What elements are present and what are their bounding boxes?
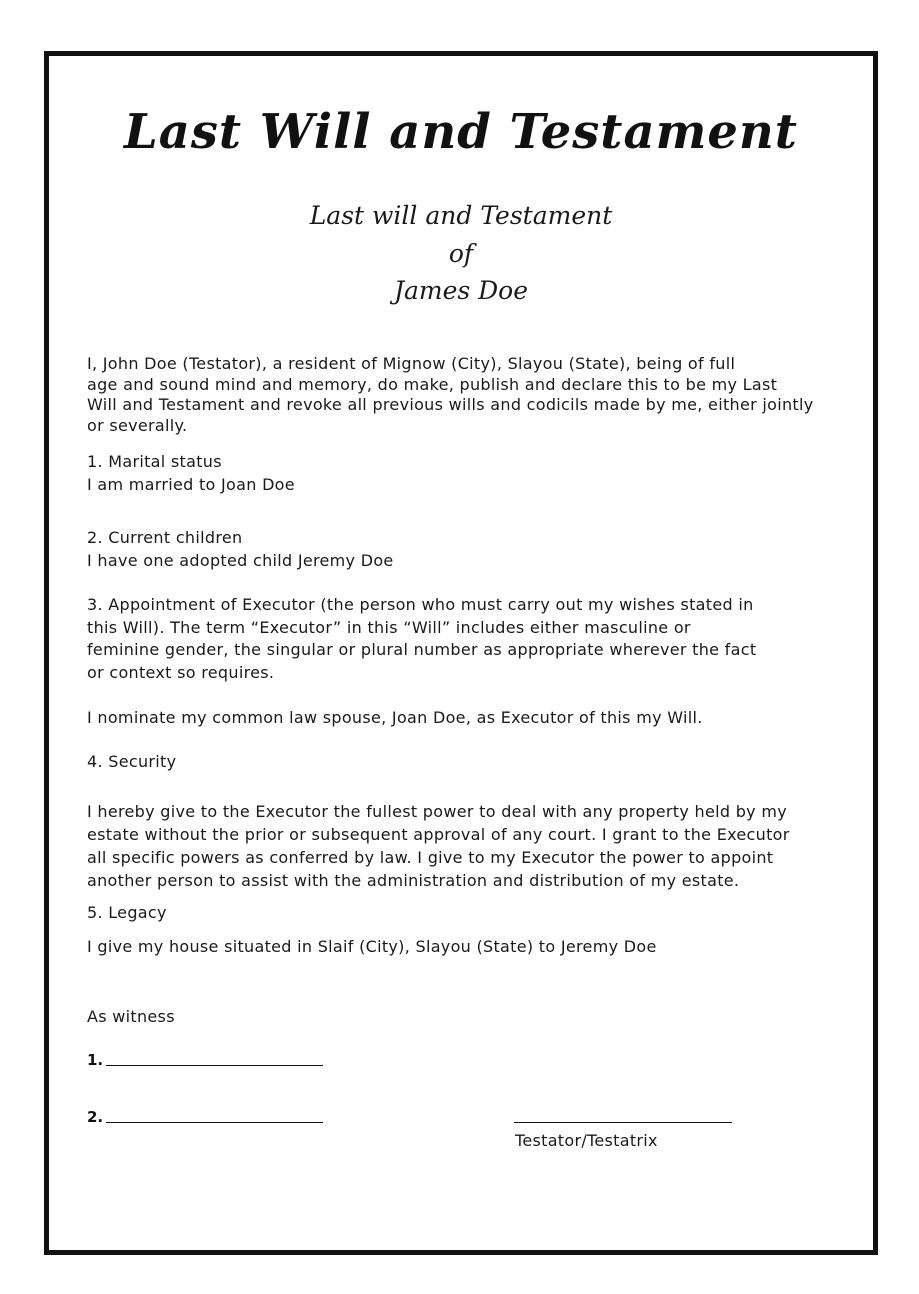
subtitle-line-2: of xyxy=(448,239,474,268)
section5-text: I give my house situated in Slaif (City), Slayou (State) to Jeremy Doe xyxy=(87,937,657,956)
section3-line: or context so requires. xyxy=(87,662,275,682)
witness1-number: 1. xyxy=(87,1051,104,1069)
section4-line: I hereby give to the Executor the fullest power to deal with any property held by my xyxy=(87,802,787,821)
testator-label: Testator/Testatrix xyxy=(515,1131,658,1150)
intro-line: age and sound mind and memory, do make, publish and declare this to be my Last xyxy=(87,374,778,394)
section1-heading: 1. Marital status xyxy=(87,452,222,471)
intro-line: Will and Testament and revoke all previous wills and codicils made by me, either jointly xyxy=(87,395,814,414)
section4-line: another person to assist with the administration and distribution of my estate. xyxy=(87,871,740,890)
intro-paragraph xyxy=(87,354,867,436)
intro-line: or severally. xyxy=(87,415,188,435)
section2-text: I have one adopted child Jeremy Doe xyxy=(87,551,394,570)
section3-line: feminine gender, the singular or plural number as appropriate wherever the fact xyxy=(87,640,757,659)
section3-nomination: I nominate my common law spouse, Joan Doe, as Executor of this my Will. xyxy=(87,708,703,727)
subtitle-line-1: Last will and Testament xyxy=(309,201,613,230)
section4-heading: 4. Security xyxy=(87,752,177,771)
section5-heading: 5. Legacy xyxy=(87,903,167,922)
document-frame xyxy=(44,51,878,1255)
page-title: Last Will and Testament xyxy=(124,104,798,160)
witness-label: As witness xyxy=(87,1007,175,1026)
testator-signature-line xyxy=(514,1122,732,1123)
witness2-signature-line xyxy=(106,1122,323,1123)
section3-line: 3. Appointment of Executor (the person who must carry out my wishes stated in xyxy=(87,595,754,614)
section2-heading: 2. Current children xyxy=(87,528,243,547)
witness2-number: 2. xyxy=(87,1108,104,1126)
intro-line: I, John Doe (Testator), a resident of Mignow (City), Slayou (State), being of full xyxy=(87,354,736,373)
section4-paragraph xyxy=(87,800,867,892)
witness1-signature-line xyxy=(106,1065,323,1066)
section4-line: estate without the prior or subsequent approval of any court. I grant to the Executor xyxy=(87,825,790,844)
subtitle-line-3: James Doe xyxy=(393,276,529,305)
section3-line: this Will). The term “Executor” in this “Will” includes either masculine or xyxy=(87,617,691,637)
section3-paragraph xyxy=(87,594,867,684)
section1-text: I am married to Joan Doe xyxy=(87,475,295,494)
section4-line: all specific powers as conferred by law. I give to my Executor the power to appoint xyxy=(87,848,774,867)
